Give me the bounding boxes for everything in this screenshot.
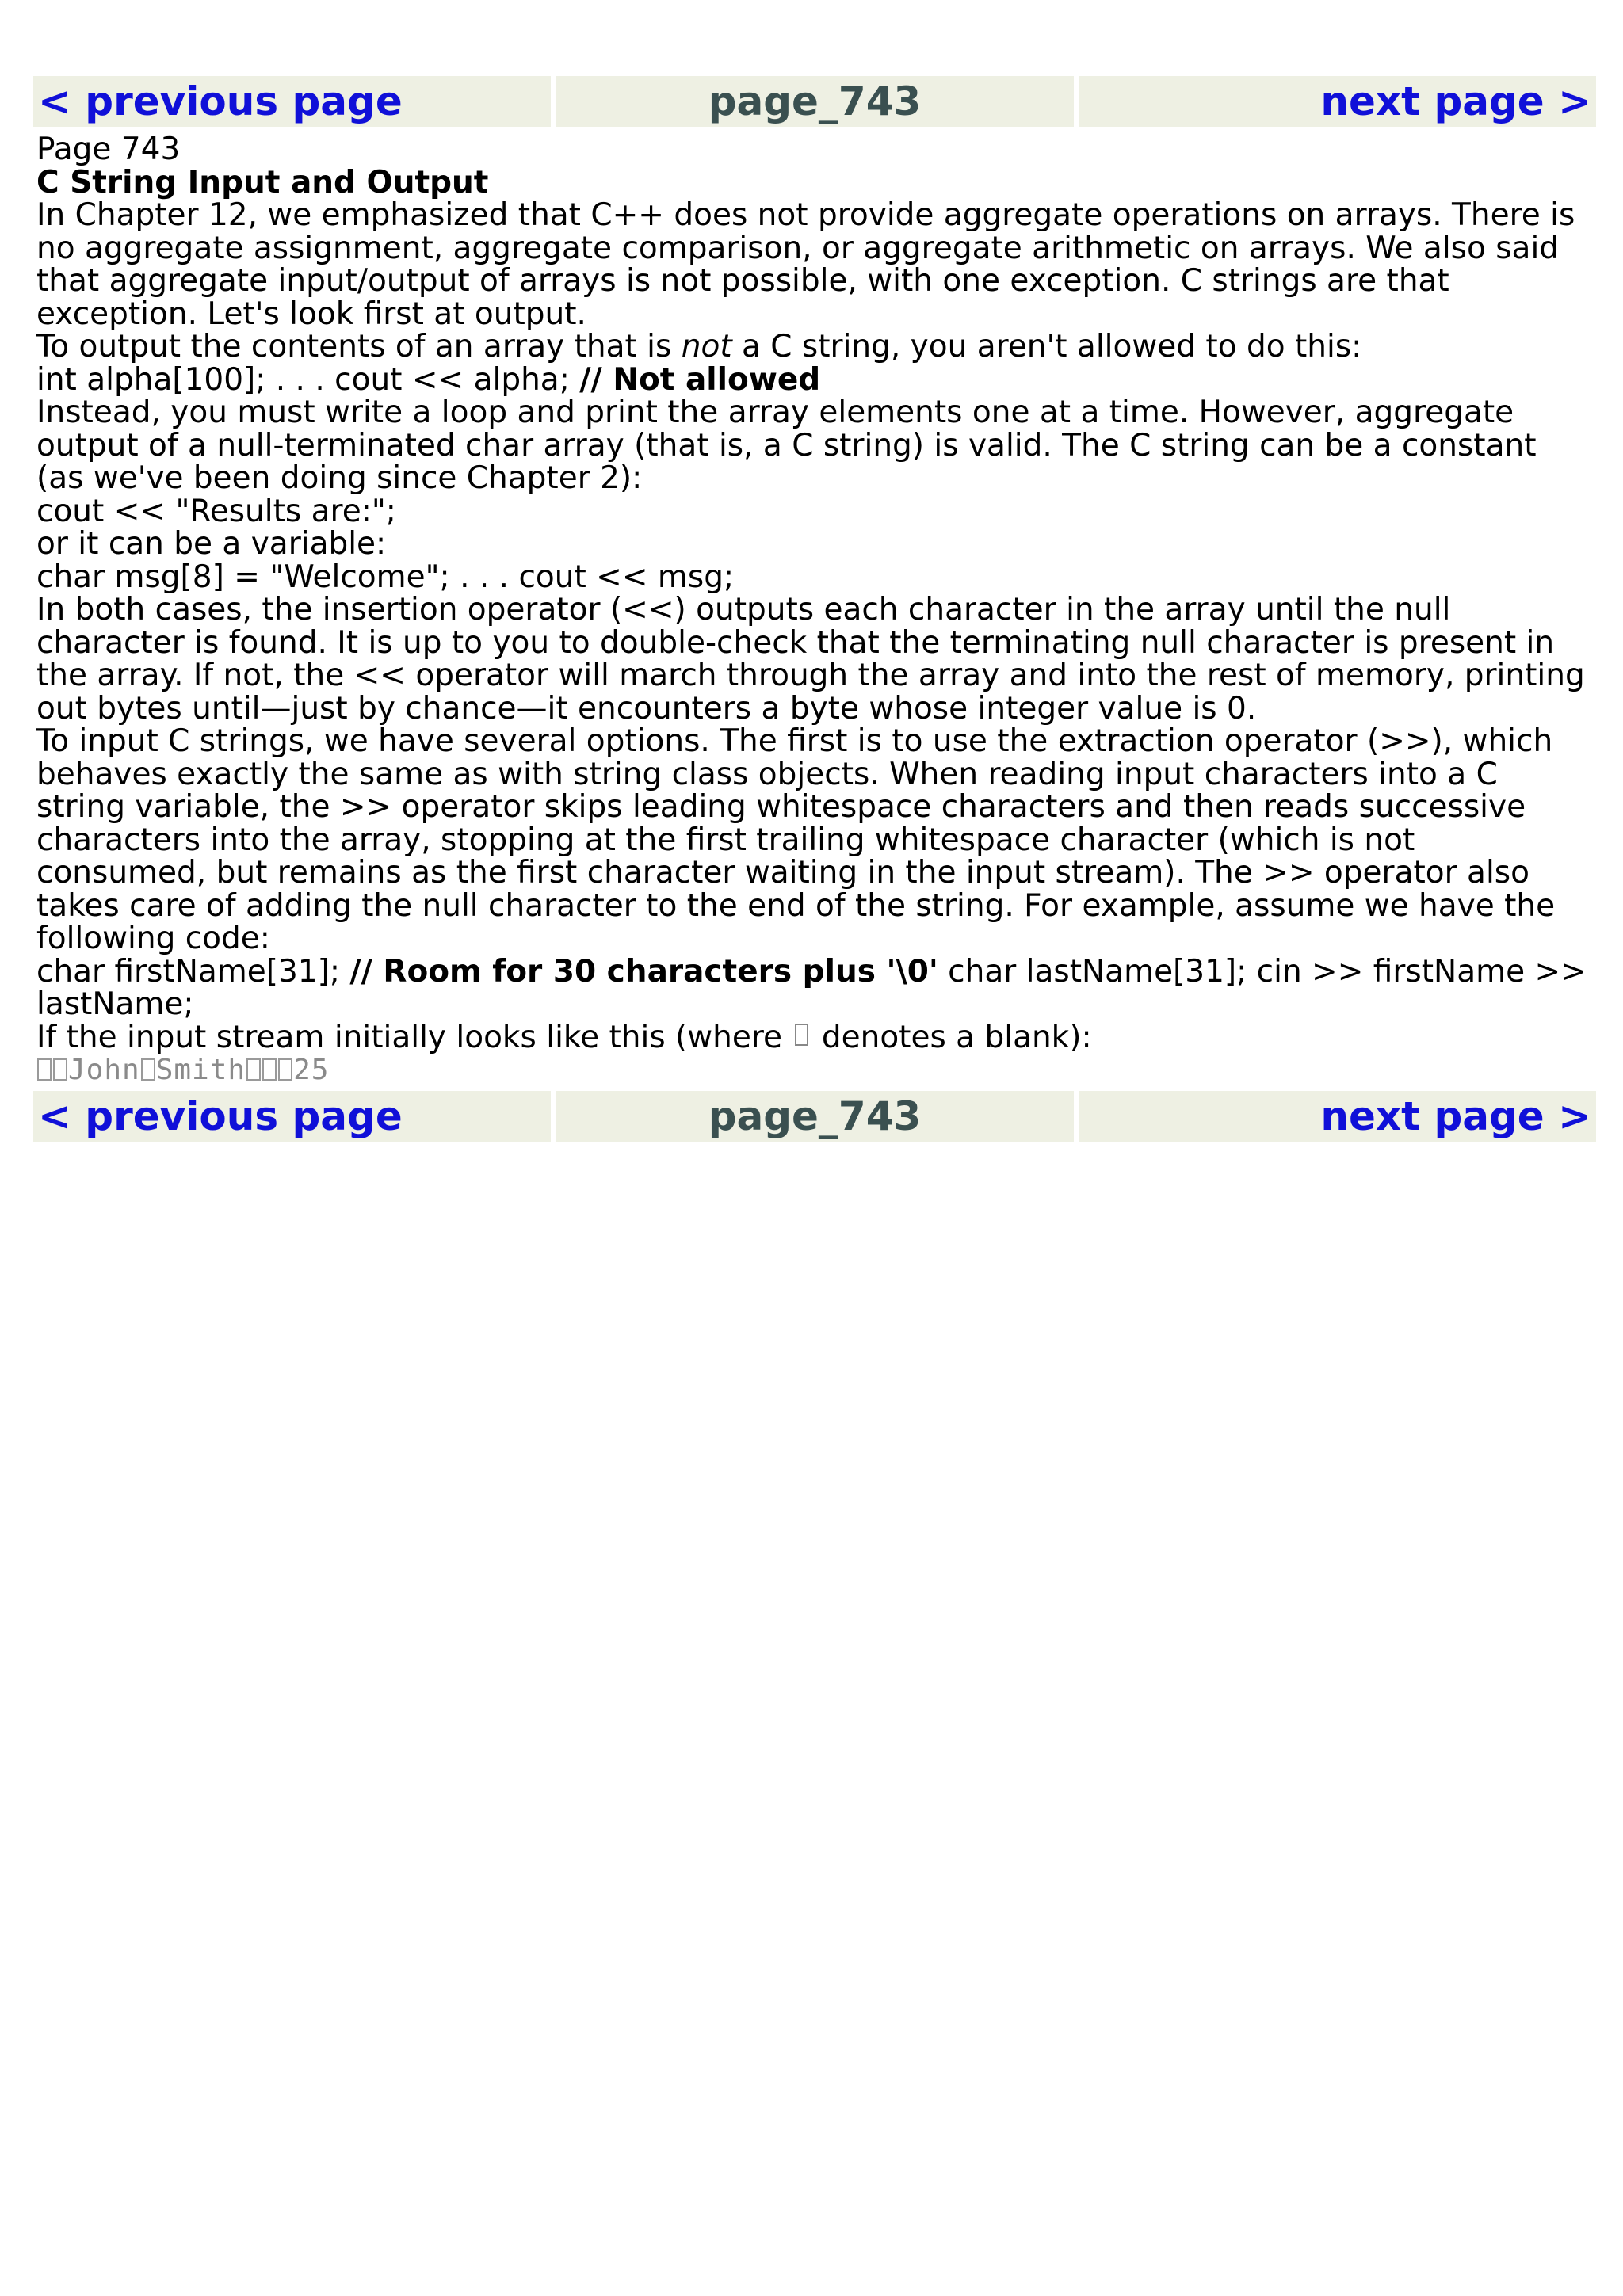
- paragraph-7-start: If the input stream initially looks like this (where: [36, 1019, 792, 1055]
- page-number: Page 743: [36, 132, 181, 167]
- bottom-prev-cell: [33, 1091, 551, 1142]
- top-next-cell: [1079, 76, 1596, 127]
- input-stream-example: [36, 1054, 1590, 1086]
- next-page-link[interactable]: next page >: [1320, 1093, 1591, 1139]
- next-page-link[interactable]: next page >: [1320, 78, 1591, 124]
- code-line-1-comment: // Not allowed: [579, 361, 821, 398]
- bottom-page-label: page_743: [556, 1091, 1073, 1142]
- previous-page-link[interactable]: < previous page: [38, 78, 403, 124]
- code-line-1-text: int alpha[100]; . . . cout << alpha;: [36, 361, 580, 398]
- top-page-label: page_743: [556, 76, 1073, 127]
- paragraph-4: or it can be a variable:: [36, 526, 387, 562]
- section-heading: C String Input and Output: [36, 164, 489, 200]
- paragraph-2-end: a C string, you aren't allowed to do this:: [731, 329, 1362, 364]
- paragraph-1: In Chapter 12, we emphasized that C++ does not provide aggregate operations on arrays. There is no aggregate assignment, aggregate comparison, or aggregate arithmetic on arrays. We also said that aggregate input/output of arrays is not possible, with one exception. C strings are that exception. Let's look first at output.: [36, 197, 1575, 332]
- page: [0, 0, 1623, 1142]
- top-nav-bar: [29, 76, 1601, 127]
- paragraph-6: To input C strings, we have several options. The first is to use the extraction operator (>>), which behaves exactly the same as with string class objects. When reading input characters into a C string variable, the >> operator skips leading whitespace characters and then reads successive characters into the array, stopping at the first trailing whitespace character (which is not consumed, but remains as the first character waiting in the input stream). The >> operator also takes care of adding the null character to the end of the string. For example, assume we have the following code:: [36, 723, 1556, 956]
- code-line-4-start: char firstName[31];: [36, 953, 350, 990]
- bottom-nav-bar: [29, 1091, 1601, 1142]
- blank-symbol-icon: [246, 1058, 261, 1081]
- stream-word-john: John: [68, 1054, 140, 1086]
- code-line-2: cout << "Results are:";: [36, 493, 396, 529]
- paragraph-7-end: denotes a blank):: [812, 1019, 1092, 1055]
- code-line-4-end: char lastName[31]; cin >> firstName >> lastName;: [36, 953, 1587, 1022]
- blank-symbol-icon: [795, 1024, 808, 1046]
- paragraph-2-start: To output the contents of an array that is: [36, 329, 682, 364]
- top-prev-cell: [33, 76, 551, 127]
- blank-symbol-icon: [278, 1058, 292, 1081]
- code-line-4: [36, 955, 1590, 1021]
- previous-page-link[interactable]: < previous page: [38, 1093, 403, 1139]
- paragraph-2-emphasis: not: [681, 329, 732, 364]
- blank-symbol-icon: [53, 1058, 67, 1081]
- page-content: [33, 127, 1590, 1091]
- blank-symbol-icon: [37, 1058, 52, 1081]
- paragraph-7: [36, 1021, 1590, 1055]
- blank-symbol-icon: [262, 1058, 277, 1081]
- paragraph-2: [36, 330, 1590, 364]
- code-line-4-comment: // Room for 30 characters plus '\0': [349, 953, 938, 990]
- blank-symbol-icon: [141, 1058, 155, 1081]
- code-line-1: [36, 361, 1590, 398]
- paragraph-3: Instead, you must write a loop and print the array elements one at a time. However, aggregate output of a null-terminated char array (that is, a C string) is valid. The C string can be a constant (as we've been doing since Chapter 2):: [36, 395, 1537, 496]
- stream-word-25: 25: [293, 1054, 330, 1086]
- code-line-3: char msg[8] = "Welcome"; . . . cout << msg;: [36, 559, 735, 595]
- paragraph-5: In both cases, the insertion operator (<<) outputs each character in the array until the null character is found. It is up to you to double-check that the terminating null character is present in the array. If not, the << operator will march through the array and into the rest of memory, printing out bytes until—just by chance—it encounters a byte whose integer value is 0.: [36, 592, 1585, 727]
- bottom-next-cell: [1079, 1091, 1596, 1142]
- stream-word-smith: Smith: [155, 1054, 246, 1086]
